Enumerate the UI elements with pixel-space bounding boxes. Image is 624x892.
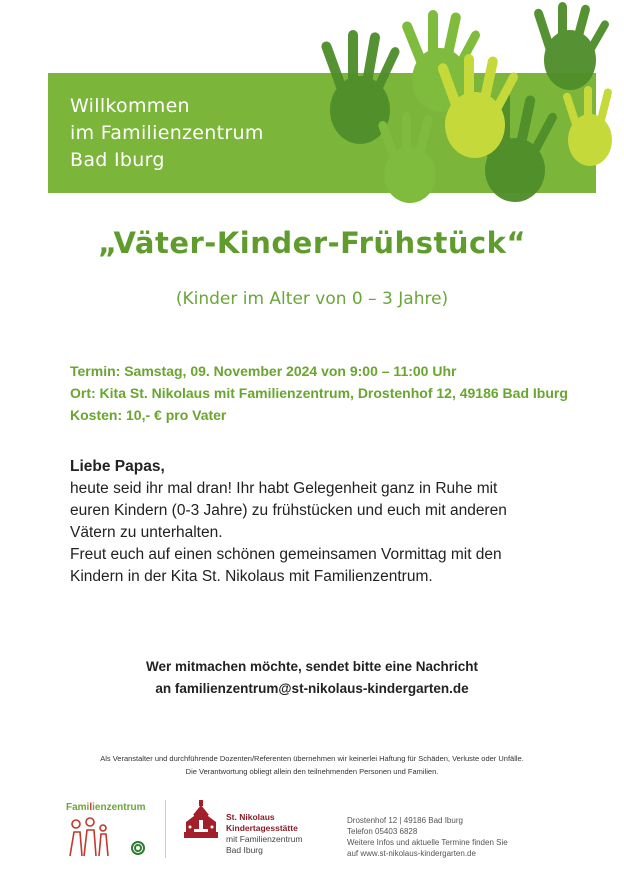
kita-name-1: St. Nikolaus (226, 812, 275, 822)
event-title: „Väter-Kinder-Frühstück“ (97, 226, 527, 260)
disclaimer-line: Die Verantwortung obliegt allein den teilnehmenden Personen und Familien. (185, 767, 439, 776)
footer-divider (165, 800, 166, 858)
disclaimer (0, 752, 624, 778)
kita-logo-text (226, 812, 303, 856)
welcome-heading (70, 93, 264, 174)
detail-cost: Kosten: 10,- € pro Vater (70, 407, 227, 423)
church-logo-icon (182, 800, 220, 840)
footer-address (347, 815, 508, 859)
body-line: Freut euch auf einen schönen gemeinsamen Vormittag mit den (70, 546, 502, 563)
body-line: Vätern zu unterhalten. (70, 524, 223, 541)
fz-text-1: Fami (66, 802, 90, 813)
kita-name-2: Kindertagesstätte (226, 823, 298, 833)
kita-line-3: mit Familienzentrum (226, 834, 303, 844)
kita-line-4: Bad Iburg (226, 845, 263, 855)
address-line: Drostenhof 12 | 49186 Bad Iburg (347, 816, 463, 825)
greeting: Liebe Papas, (70, 458, 165, 475)
event-subtitle: (Kinder im Alter von 0 – 3 Jahre) (175, 289, 449, 309)
website-line[interactable]: auf www.st-nikolaus-kindergarten.de (347, 849, 476, 858)
contact-info (0, 656, 624, 700)
contact-line: Wer mitmachen möchte, sendet bitte eine Nachricht (145, 659, 479, 674)
detail-location: Ort: Kita St. Nikolaus mit Familienzentrum, Drostenhof 12, 49186 Bad Iburg (70, 385, 568, 401)
event-details (70, 360, 568, 426)
phone-line: Telefon 05403 6828 (347, 827, 418, 836)
body-line: heute seid ihr mal dran! Ihr habt Gelegenheit ganz in Ruhe mit (70, 480, 498, 497)
fz-text-3: ienzentrum (92, 802, 146, 813)
welcome-line-3: Bad Iburg (70, 149, 165, 171)
info-line: Weitere Infos und aktuelle Termine finden Sie (347, 838, 508, 847)
handprints-illustration (300, 0, 624, 230)
invitation-body (70, 456, 590, 588)
familienzentrum-logo-icon (66, 800, 156, 862)
detail-date: Termin: Samstag, 09. November 2024 von 9:00 – 11:00 Uhr (70, 363, 457, 379)
body-line: Kindern in der Kita St. Nikolaus mit Familienzentrum. (70, 568, 433, 585)
disclaimer-line: Als Veranstalter und durchführende Dozenten/Referenten übernehmen wir keinerlei Haftung für Schäden, Verluste oder Unfälle. (100, 754, 524, 763)
fz-text-2: l (89, 802, 93, 813)
welcome-line-1: Willkommen (70, 95, 190, 117)
body-line: euren Kindern (0-3 Jahre) zu frühstücken und euch mit anderen (70, 502, 507, 519)
contact-email[interactable]: an familienzentrum@st-nikolaus-kindergarten.de (155, 681, 469, 696)
welcome-line-2: im Familienzentrum (70, 122, 264, 144)
